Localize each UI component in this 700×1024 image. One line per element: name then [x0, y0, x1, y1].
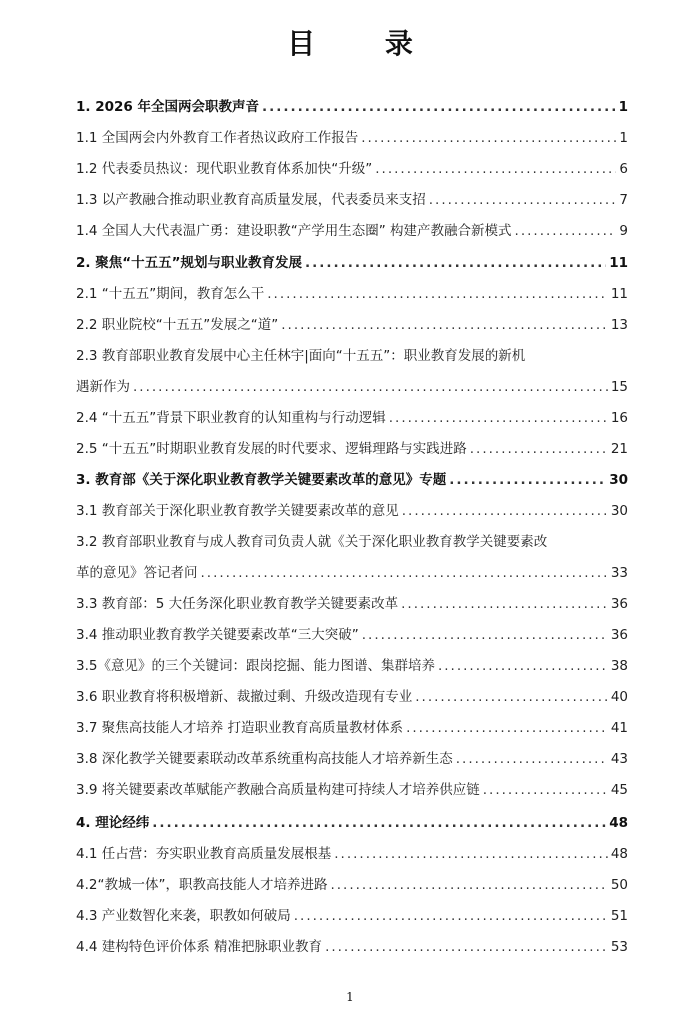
- toc-leader-dots: [483, 780, 608, 800]
- toc-section-entry[interactable]: [76, 315, 628, 335]
- toc-entry-text: 1.1 全国两会内外教育工作者热议政府工作报告: [76, 130, 359, 146]
- toc-entry-text: 1.4 全国人大代表温广勇：建设职教“产学用生态圈” 构建产教融合新模式: [76, 223, 512, 239]
- toc-entry-text: 2.5 “十五五”时期职业教育发展的时代要求、逻辑理路与实践进路: [76, 441, 467, 457]
- toc-entry-text: 2.2 职业院校“十五五”发展之“道”: [76, 317, 279, 333]
- toc-entry-text: 2. 聚焦“十五五”规划与职业教育发展: [76, 255, 302, 271]
- toc-leader-dots: [402, 501, 608, 521]
- toc-page-number: 50: [610, 877, 628, 893]
- toc-section-entry[interactable]: [76, 937, 628, 957]
- toc-section-entry[interactable]: [76, 159, 628, 179]
- toc-entry-text: 1. 2026 年全国两会职教声音: [76, 99, 259, 115]
- toc-leader-dots: [375, 159, 616, 179]
- toc-page-number: 48: [609, 815, 628, 831]
- toc-page-number: 11: [609, 255, 628, 271]
- toc-entry-text: 3.8 深化教学关键要素联动改革系统重构高技能人才培养新生态: [76, 751, 453, 767]
- toc-section-entry[interactable]: [76, 128, 628, 148]
- toc-section-entry[interactable]: [76, 190, 628, 210]
- toc-section-entry[interactable]: [76, 875, 628, 895]
- toc-page-number: 53: [610, 939, 628, 955]
- toc-entry-text: 2.4 “十五五”背景下职业教育的认知重构与行动逻辑: [76, 410, 386, 426]
- toc-entry-text: 4.2“教城一体”，职教高技能人才培养进路: [76, 877, 328, 893]
- toc-section-entry[interactable]: [76, 408, 628, 428]
- toc-section-entry[interactable]: [76, 439, 628, 459]
- toc-entry-text: 3.9 将关键要素改革赋能产教融合高质量构建可持续人才培养供应链: [76, 782, 480, 798]
- toc-entry-text: 3.6 职业教育将积极增新、裁撤过剩、升级改造现有专业: [76, 689, 413, 705]
- toc-page-number: 21: [610, 441, 628, 457]
- toc-section-entry[interactable]: [76, 906, 628, 926]
- toc-section-entry[interactable]: [76, 718, 628, 738]
- toc-entry-text: 1.3 以产教融合推动职业教育高质量发展，代表委员来支招: [76, 192, 426, 208]
- toc-leader-dots: [515, 221, 617, 241]
- toc-leader-dots: [201, 563, 608, 583]
- toc-entry-text: 3. 教育部《关于深化职业教育教学关键要素改革的意见》专题: [76, 472, 447, 488]
- toc-page-number: 38: [610, 658, 628, 674]
- toc-page-number: 30: [610, 503, 628, 519]
- toc-page-number: 36: [610, 627, 628, 643]
- toc-page-number: 41: [610, 720, 628, 736]
- toc-chapter-entry[interactable]: [76, 470, 628, 490]
- toc-page-number: 6: [619, 161, 628, 177]
- toc-entry-text: 3.5《意见》的三个关键词：跟岗挖掘、能力图谱、集群培养: [76, 658, 435, 674]
- toc-section-entry[interactable]: [76, 594, 628, 614]
- toc-leader-dots: [449, 470, 606, 490]
- toc-section-entry[interactable]: [76, 221, 628, 241]
- toc-entry-text: 1.2 代表委员热议：现代职业教育体系加快“升级”: [76, 161, 373, 177]
- toc-page-number: 40: [610, 689, 628, 705]
- toc-section-entry[interactable]: [76, 284, 628, 304]
- toc-leader-dots: [133, 377, 608, 397]
- toc-entry-text: 4.1 任占营：夯实职业教育高质量发展根基: [76, 846, 332, 862]
- toc-leader-dots: [389, 408, 608, 428]
- toc-page-number: 15: [610, 379, 628, 395]
- toc-leader-dots: [334, 844, 608, 864]
- toc-section-entry[interactable]: [76, 749, 628, 769]
- toc-page-number: 48: [610, 846, 628, 862]
- toc-leader-dots: [305, 253, 606, 273]
- toc-page-number: 1: [618, 99, 628, 115]
- toc-page-number: 1: [619, 130, 628, 146]
- toc-leader-dots: [415, 687, 608, 707]
- toc-page-number: 45: [610, 782, 628, 798]
- toc-entry-text-continued: 革的意见》答记者问: [76, 565, 198, 581]
- toc-section-entry[interactable]: [76, 532, 628, 583]
- page-title: 目 录: [287, 27, 443, 60]
- toc-section-entry[interactable]: [76, 656, 628, 676]
- toc-entry-text: 3.7 聚焦高技能人才培养 打造职业教育高质量教材体系: [76, 720, 404, 736]
- toc-entry-text: 4. 理论经纬: [76, 815, 150, 831]
- toc-leader-dots: [401, 594, 608, 614]
- toc-page-number: 7: [619, 192, 628, 208]
- toc-section-entry[interactable]: [76, 687, 628, 707]
- toc-leader-dots: [325, 937, 608, 957]
- toc-leader-dots: [330, 875, 607, 895]
- toc-leader-dots: [470, 439, 608, 459]
- toc-entry-text-continued: 遇新作为: [76, 379, 130, 395]
- toc-leader-dots: [362, 625, 608, 645]
- toc-section-entry[interactable]: [76, 625, 628, 645]
- toc-entry-text: 3.4 推动职业教育教学关键要素改革“三大突破”: [76, 627, 359, 643]
- toc-leader-dots: [262, 97, 616, 117]
- toc-leader-dots: [406, 718, 608, 738]
- toc-leader-dots: [456, 749, 608, 769]
- toc-entry-text: 4.4 建构特色评价体系 精准把脉职业教育: [76, 939, 323, 955]
- toc-page-number: 13: [610, 317, 628, 333]
- toc-entry-text: 2.1 “十五五”期间，教育怎么干: [76, 286, 265, 302]
- toc-leader-dots: [152, 813, 606, 833]
- toc-leader-dots: [438, 656, 608, 676]
- toc-page-number: 9: [619, 223, 628, 239]
- toc-entry-text: 3.1 教育部关于深化职业教育教学关键要素改革的意见: [76, 503, 399, 519]
- toc-entry-text: 3.3 教育部：5 大任务深化职业教育教学关键要素改革: [76, 596, 399, 612]
- toc-chapter-entry[interactable]: [76, 253, 628, 273]
- toc-leader-dots: [429, 190, 617, 210]
- toc-entry-text: 3.2 教育部职业教育与成人教育司负责人就《关于深化职业教育教学关键要素改: [76, 534, 548, 550]
- toc-leader-dots: [281, 315, 608, 335]
- toc-page-number: 33: [610, 565, 628, 581]
- toc-page-number: 36: [610, 596, 628, 612]
- toc-page-number: 30: [609, 472, 628, 488]
- toc-section-entry[interactable]: [76, 501, 628, 521]
- toc-entry-text: 4.3 产业数智化来袭，职教如何破局: [76, 908, 291, 924]
- toc-page-number: 51: [610, 908, 628, 924]
- toc-leader-dots: [361, 128, 616, 148]
- toc-section-entry[interactable]: [76, 346, 628, 397]
- toc-leader-dots: [267, 284, 608, 304]
- toc-entry-text: 2.3 教育部职业教育发展中心主任林宇|面向“十五五”：职业教育发展的新机: [76, 348, 526, 364]
- toc-section-entry[interactable]: [76, 844, 628, 864]
- toc-chapter-entry[interactable]: [76, 97, 628, 117]
- toc-page-number: 16: [610, 410, 628, 426]
- toc-leader-dots: [294, 906, 608, 926]
- toc-chapter-entry[interactable]: [76, 813, 628, 833]
- page-number: 1: [346, 990, 354, 1004]
- toc-page-number: 43: [610, 751, 628, 767]
- toc-section-entry[interactable]: [76, 780, 628, 800]
- toc-page-number: 11: [610, 286, 628, 302]
